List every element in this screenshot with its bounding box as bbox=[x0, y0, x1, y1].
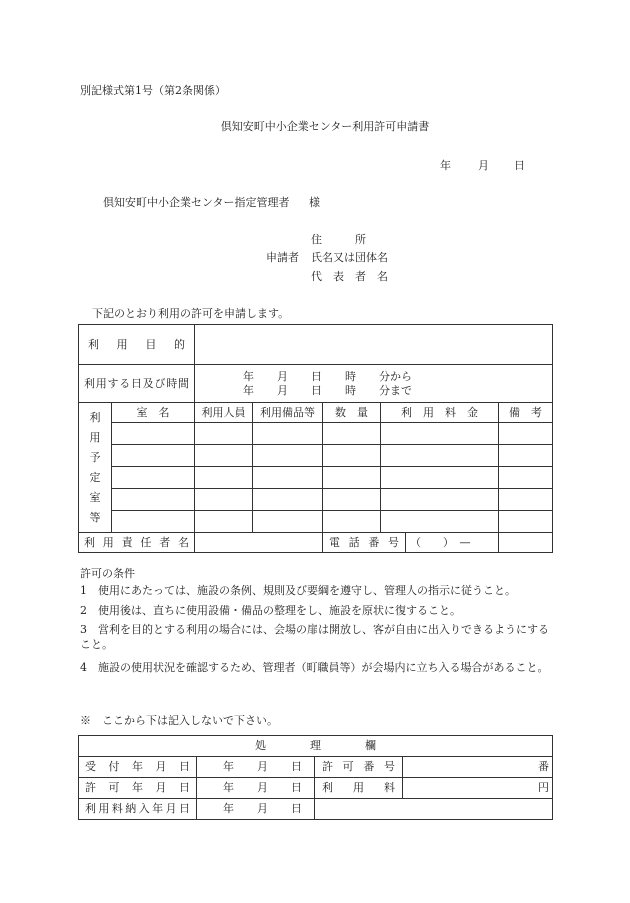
applicant-representative-label: 代 表 者 名 bbox=[311, 270, 388, 283]
date-day: 日 bbox=[291, 802, 302, 816]
room-row bbox=[79, 489, 553, 511]
permit-no-label: 許可番号 bbox=[322, 760, 395, 774]
permitted-label: 許可年月日 bbox=[85, 781, 190, 795]
room-cell[interactable] bbox=[381, 423, 499, 445]
room-cell[interactable] bbox=[253, 511, 323, 533]
phone-rest-cell[interactable] bbox=[499, 533, 553, 553]
applicant-address-label: 住 所 bbox=[311, 233, 366, 246]
fee-label: 利用料 bbox=[322, 781, 395, 795]
addressee-name: 倶知安町中小企業センター指定管理者 bbox=[103, 196, 290, 209]
to-day: 日 bbox=[311, 383, 322, 397]
fee-input-cell[interactable] bbox=[403, 778, 553, 799]
to-suffix: 分まで bbox=[379, 383, 412, 397]
room-cell[interactable] bbox=[381, 467, 499, 489]
yen-unit: 円 bbox=[538, 781, 549, 795]
room-cell[interactable] bbox=[499, 423, 553, 445]
conditions-heading: 許可の条件 bbox=[80, 567, 135, 580]
purpose-input-cell[interactable] bbox=[195, 325, 553, 365]
office-header: 処 理 欄 bbox=[79, 736, 553, 757]
fee-paid-label-cell bbox=[79, 799, 197, 820]
from-suffix: 分から bbox=[379, 369, 412, 383]
header-equipment: 利用備品等 bbox=[253, 403, 323, 423]
room-cell[interactable] bbox=[112, 489, 195, 511]
header-quantity: 数 量 bbox=[323, 403, 381, 423]
received-label-cell bbox=[79, 757, 197, 778]
condition-item: 2 使用後は、直ちに使用設備・備品の整理をし、施設を原状に復すること。 bbox=[80, 604, 461, 617]
permit-no-input-cell[interactable] bbox=[403, 757, 553, 778]
rooms-label-char: 用 bbox=[89, 430, 101, 444]
room-row bbox=[79, 511, 553, 533]
rooms-label-char: 室 bbox=[89, 490, 101, 504]
purpose-label-cell bbox=[79, 325, 195, 365]
room-cell[interactable] bbox=[112, 445, 195, 467]
number-unit: 番 bbox=[538, 760, 549, 774]
room-cell[interactable] bbox=[112, 423, 195, 445]
header-fee: 利 用 料 金 bbox=[381, 403, 499, 423]
datetime-from-row bbox=[243, 370, 549, 384]
room-cell[interactable] bbox=[381, 511, 499, 533]
rooms-label-char: 予 bbox=[89, 450, 101, 464]
room-cell[interactable] bbox=[323, 467, 381, 489]
room-cell[interactable] bbox=[195, 467, 253, 489]
date-month: 月 bbox=[257, 802, 268, 816]
permitted-label-cell bbox=[79, 778, 197, 799]
to-month: 月 bbox=[277, 383, 288, 397]
condition-item: 3 営利を目的とする利用の場合には、会場の扉は開放し、客が自由に出入りできるようにすること。 bbox=[80, 623, 549, 651]
room-row bbox=[79, 445, 553, 467]
header-persons: 利用人員 bbox=[195, 403, 253, 423]
date-year: 年 bbox=[223, 781, 234, 795]
rooms-label-char: 定 bbox=[89, 470, 101, 484]
received-label: 受付年月日 bbox=[85, 760, 190, 774]
room-cell[interactable] bbox=[323, 489, 381, 511]
from-month: 月 bbox=[277, 369, 288, 383]
date-month: 月 bbox=[257, 760, 268, 774]
datetime-to-row bbox=[243, 384, 549, 398]
date-year-label: 年 bbox=[440, 159, 451, 172]
responsible-input-cell[interactable] bbox=[195, 533, 323, 553]
office-note: ※ ここから下は記入しないで下さい。 bbox=[80, 714, 278, 727]
room-cell[interactable] bbox=[112, 511, 195, 533]
form-number: 別記様式第1号（第2条関係） bbox=[80, 84, 226, 97]
date-day: 日 bbox=[291, 760, 302, 774]
date-day: 日 bbox=[291, 781, 302, 795]
date-year: 年 bbox=[223, 802, 234, 816]
rooms-vertical-label bbox=[79, 403, 112, 533]
fee-paid-blank-cell[interactable] bbox=[315, 799, 553, 820]
addressee-honorific: 様 bbox=[309, 196, 320, 209]
fee-paid-date-cell[interactable] bbox=[197, 799, 315, 820]
responsible-label: 利用責任者名 bbox=[84, 535, 189, 549]
room-cell[interactable] bbox=[381, 489, 499, 511]
fee-label-cell bbox=[315, 778, 403, 799]
fee-paid-label: 利用料納入年月日 bbox=[85, 802, 190, 816]
room-cell[interactable] bbox=[323, 445, 381, 467]
room-cell[interactable] bbox=[195, 489, 253, 511]
phone-label-cell bbox=[323, 533, 499, 553]
application-table bbox=[78, 324, 553, 553]
document-title: 倶知安町中小企業センター利用許可申請書 bbox=[220, 120, 430, 133]
rooms-label-char: 利 bbox=[89, 410, 101, 424]
room-cell[interactable] bbox=[499, 445, 553, 467]
to-year: 年 bbox=[243, 383, 254, 397]
date-year: 年 bbox=[223, 760, 234, 774]
purpose-label: 利用目的 bbox=[88, 337, 185, 351]
room-row bbox=[79, 467, 553, 489]
room-cell[interactable] bbox=[381, 445, 499, 467]
datetime-input-cell[interactable] bbox=[195, 365, 553, 403]
room-cell[interactable] bbox=[195, 423, 253, 445]
room-cell[interactable] bbox=[499, 489, 553, 511]
condition-item: 1 使用にあたっては、施設の条例、規則及び要綱を遵守し、管理人の指示に従うこと。 bbox=[80, 584, 516, 597]
header-remarks: 備 考 bbox=[499, 403, 553, 423]
permitted-date-cell[interactable] bbox=[197, 778, 315, 799]
applicant-label: 申請者 bbox=[266, 251, 299, 264]
room-cell[interactable] bbox=[253, 423, 323, 445]
room-cell[interactable] bbox=[253, 489, 323, 511]
room-cell[interactable] bbox=[195, 445, 253, 467]
room-cell[interactable] bbox=[499, 467, 553, 489]
permit-no-label-cell bbox=[315, 757, 403, 778]
date-day-label: 日 bbox=[514, 159, 525, 172]
from-day: 日 bbox=[311, 369, 322, 383]
from-hour: 時 bbox=[345, 369, 356, 383]
applicant-name-label: 氏名又は団体名 bbox=[311, 251, 388, 264]
room-cell[interactable] bbox=[323, 511, 381, 533]
rooms-label-char: 等 bbox=[89, 510, 101, 524]
responsible-label-cell bbox=[79, 533, 195, 553]
room-row bbox=[79, 423, 553, 445]
phone-label: 電話番号 bbox=[329, 535, 399, 549]
room-cell[interactable] bbox=[112, 467, 195, 489]
room-cell[interactable] bbox=[499, 511, 553, 533]
room-cell[interactable] bbox=[323, 423, 381, 445]
room-cell[interactable] bbox=[195, 511, 253, 533]
intro-text: 下記のとおり利用の許可を申請します。 bbox=[92, 307, 290, 320]
to-hour: 時 bbox=[345, 383, 356, 397]
date-month: 月 bbox=[257, 781, 268, 795]
office-table bbox=[78, 735, 553, 820]
received-date-cell[interactable] bbox=[197, 757, 315, 778]
phone-value[interactable]: （ ） — bbox=[405, 533, 498, 552]
from-year: 年 bbox=[243, 369, 254, 383]
header-room-name: 室 名 bbox=[112, 403, 195, 423]
condition-item: 4 施設の使用状況を確認するため、管理者（町職員等）が会場内に立ち入る場合があること。 bbox=[80, 661, 549, 674]
date-month-label: 月 bbox=[478, 159, 489, 172]
room-cell[interactable] bbox=[253, 467, 323, 489]
datetime-label-cell bbox=[79, 365, 195, 403]
room-cell[interactable] bbox=[253, 445, 323, 467]
datetime-label: 利用する日及び時間 bbox=[84, 376, 189, 390]
